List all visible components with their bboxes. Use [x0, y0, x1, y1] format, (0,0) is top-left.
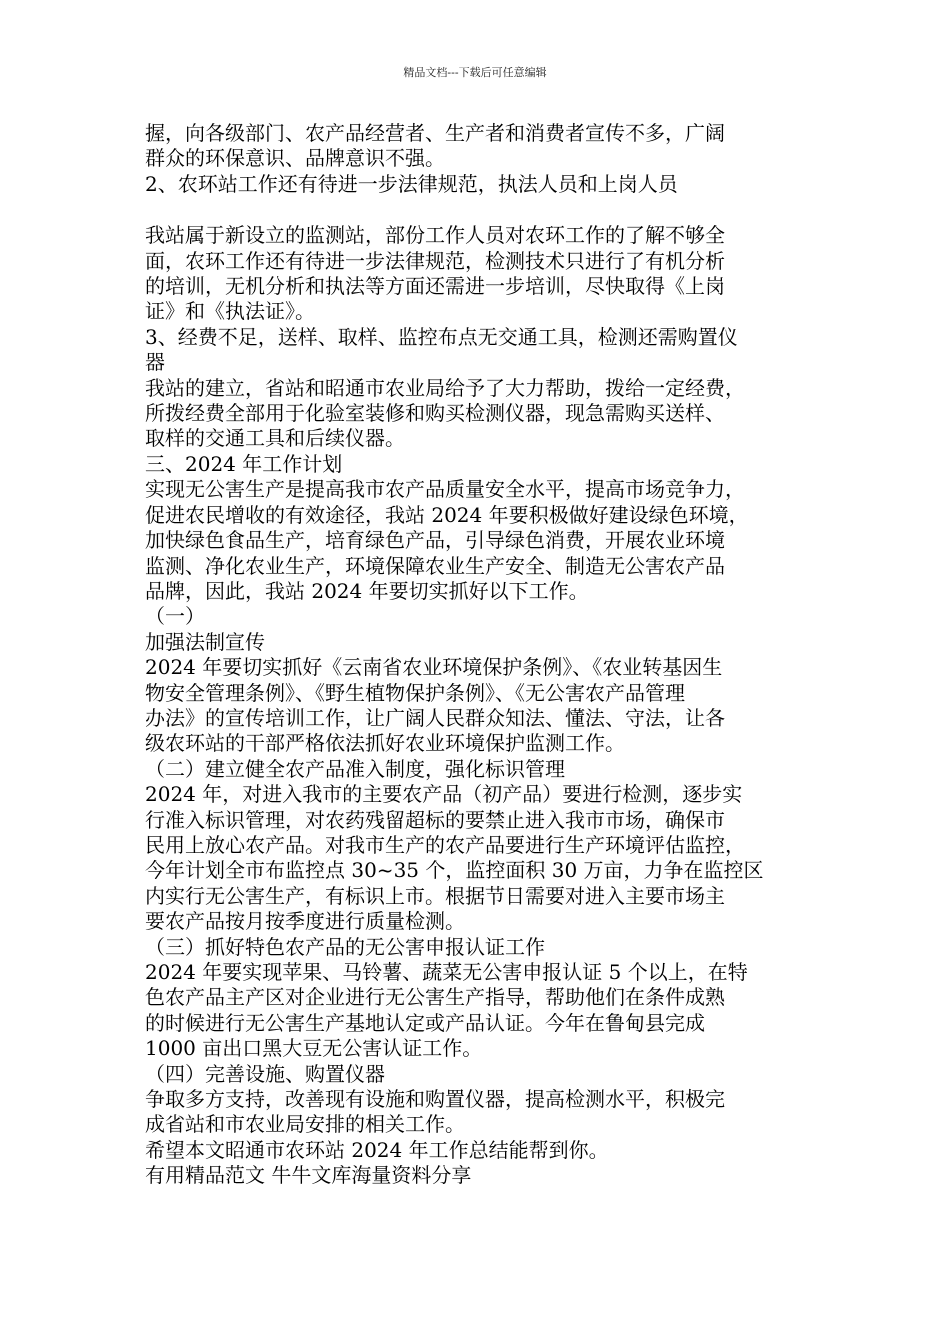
- text-line: 面，农环工作还有待进一步法律规范，检测技术只进行了有机分析: [145, 248, 725, 273]
- subsection-heading: 加强法制宣传: [145, 629, 265, 654]
- text-line: 监测、净化农业生产，环境保障农业生产安全、制造无公害农产品: [145, 553, 725, 578]
- subsection-heading: （三）抓好特色农产品的无公害申报认证工作: [145, 934, 545, 959]
- text-line: 2024 年要实现苹果、马铃薯、蔬菜无公害申报认证 5 个以上，在特: [145, 960, 748, 984]
- text-line: 要农产品按月按季度进行质量检测。: [145, 909, 465, 934]
- text-line: 促进农民增收的有效途径，我站 2024 年要积极做好建设绿色环境，: [145, 502, 749, 527]
- text-line: 民用上放心农产品。对我市生产的农产品要进行生产环境评估监控，: [145, 832, 745, 857]
- text-line: 我站的建立，省站和昭通市农业局给予了大力帮助，拨给一定经费，: [145, 375, 745, 400]
- text-line: 争取多方支持，改善现有设施和购置仪器，提高检测水平，积极完: [145, 1087, 725, 1112]
- text-line: 行准入标识管理，对农药残留超标的要禁止进入我市市场，确保市: [145, 807, 725, 832]
- text-line: 2、农环站工作还有待进一步法律规范，执法人员和上岗人员: [145, 171, 678, 196]
- text-line: 的培训，无机分析和执法等方面还需进一步培训，尽快取得《上岗: [145, 274, 725, 299]
- text-line: 色农产品主产区对企业进行无公害生产指导，帮助他们在条件成熟: [145, 985, 725, 1010]
- text-line: 级农环站的干部严格依法抓好农业环境保护监测工作。: [145, 731, 625, 756]
- closing-line: 希望本文昭通市农环站 2024 年工作总结能帮到你。: [145, 1137, 609, 1162]
- text-line: 品牌，因此，我站 2024 年要切实抓好以下工作。: [145, 578, 589, 603]
- text-line: 2024 年要切实抓好《云南省农业环境保护条例》、《农业转基因生: [145, 655, 723, 680]
- text-line: 加快绿色食品生产，培育绿色产品，引导绿色消费，开展农业环境: [145, 528, 725, 553]
- text-line: 证》和《执法证》。: [145, 299, 315, 324]
- document-body: [145, 121, 810, 1189]
- text-line: 2024 年，对进入我市的主要农产品（初产品）要进行检测，逐步实: [145, 782, 743, 807]
- paragraph-gap: [145, 197, 810, 223]
- subsection-heading: （一）: [145, 604, 205, 629]
- text-line: 成省站和市农业局安排的相关工作。: [145, 1112, 465, 1137]
- text-line: 今年计划全市布监控点 30~35 个，监控面积 30 万亩，力争在监控区: [145, 858, 764, 883]
- footer-line: 有用精品范文 牛牛文库海量资料分享: [145, 1163, 472, 1188]
- text-line: 1000 亩出口黑大豆无公害认证工作。: [145, 1036, 483, 1061]
- text-line: 物安全管理条例》、《野生植物保护条例》、《无公害农产品管理: [145, 680, 685, 705]
- text-line: 群众的环保意识、品牌意识不强。: [145, 146, 445, 171]
- text-line: 3、经费不足，送样、取样、监控布点无交通工具，检测还需购置仪: [145, 324, 738, 349]
- text-line: 实现无公害生产是提高我市农产品质量安全水平，提高市场竞争力，: [145, 477, 745, 502]
- text-line: 所拨经费全部用于化验室装修和购买检测仪器，现急需购买送样、: [145, 401, 725, 426]
- text-line: 的时候进行无公害生产基地认定或产品认证。今年在鲁甸县完成: [145, 1010, 705, 1035]
- text-line: 器: [145, 350, 165, 375]
- text-line: 握，向各级部门、农产品经营者、生产者和消费者宣传不多，广阔: [145, 121, 725, 145]
- subsection-heading: （四）完善设施、购置仪器: [145, 1061, 385, 1086]
- text-line: 内实行无公害生产，有标识上市。根据节日需要对进入主要市场主: [145, 883, 725, 908]
- text-line: 办法》的宣传培训工作，让广阔人民群众知法、懂法、守法，让各: [145, 705, 725, 730]
- text-line: 取样的交通工具和后续仪器。: [145, 426, 405, 451]
- text-line: 我站属于新设立的监测站，部份工作人员对农环工作的了解不够全: [145, 223, 725, 248]
- subsection-heading: （二）建立健全农产品准入制度，强化标识管理: [145, 756, 565, 781]
- page-header: 精品文档---下载后可任意编辑: [403, 66, 547, 79]
- section-heading: 三、2024 年工作计划: [145, 451, 343, 476]
